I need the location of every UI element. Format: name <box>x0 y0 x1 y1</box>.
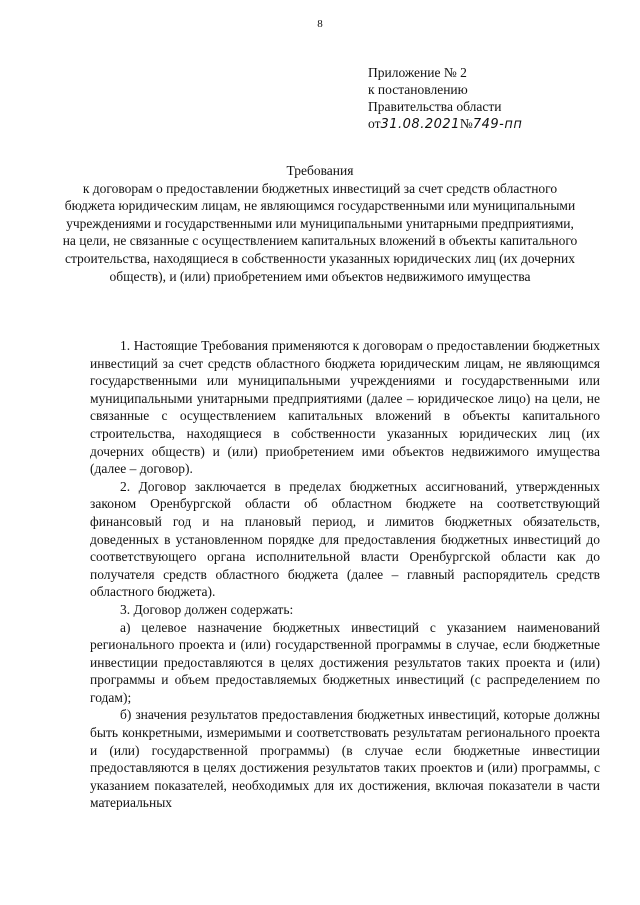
date-prefix: от <box>368 116 381 131</box>
number-sign: № <box>459 116 473 131</box>
appendix-block <box>368 64 522 133</box>
document-body <box>90 337 600 812</box>
paragraph-2: 2. Договор заключается в пределах бюджетных ассигнований, утвержденных законом Оренбургской области об областном бюджете на соответствующий финансовый год и на плановый период, и лимитов бюджетных обязательств, доведенных в установленном порядке для предоставления бюджетных инвестиций до соответствующего органа исполнительной власти Оренбургской области как до получателя средств областного бюджета (далее – главный распорядитель средств областного бюджета). <box>90 478 600 600</box>
page-number: 8 <box>317 18 323 30</box>
appendix-line-2: к постановлению <box>368 82 468 97</box>
handwritten-number: 749-пп <box>472 117 523 132</box>
paragraph-3: 3. Договор должен содержать: <box>120 601 294 617</box>
paragraph-3a: а) целевое назначение бюджетных инвестиций с указанием наименований регионального проекта и (или) государственной программы в случае, если бюджетные инвестиции предоставляются в целях достижения результатов таких проекта и (или) программы и объем предоставляемых бюджетных инвестиций (с распределением по годам); <box>90 619 600 705</box>
title-subtitle: к договорам о предоставлении бюджетных инвестиций за счет средств областного бюджета юридическим лицам, не являющимся государственными или муниципальными учреждениями и государственными или муниципальными унитарными предприятиями, на цели, не связанные с осуществлением капитальных вложений в объекты капитального строительства, находящиеся в собственности указанных юридических лиц (их дочерних обществ), и (или) приобретением ими объектов недвижимого имущества <box>62 180 578 284</box>
appendix-line-1: Приложение № 2 <box>368 65 467 80</box>
appendix-line-3: Правительства области <box>368 99 502 114</box>
document-title <box>60 162 580 285</box>
appendix-date-line <box>368 115 522 133</box>
handwritten-date: 31.08.2021 <box>380 117 460 132</box>
paragraph-1: 1. Настоящие Требования применяются к договорам о предоставлении бюджетных инвестиций за счет средств областного бюджета юридическим лицам, не являющимся государственными или муниципальными учреждениями и государственными или муниципальными унитарными предприятиями (далее – юридическое лицо) на цели, не связанные с осуществлением капитальных вложений в объекты капитального строительства, находящиеся в собственности указанных юридических лиц (их дочерних обществ) и (или) приобретением ими объектов недвижимого имущества (далее – договор). <box>90 338 600 477</box>
title-heading: Требования <box>286 163 354 178</box>
paragraph-3b: б) значения результатов предоставления бюджетных инвестиций, которые должны быть конкретными, измеримыми и соответствовать результатам регионального проекта и (или) государственной программы) (в случае если бюджетные инвестиции предоставляются в целях достижения результатов таких проектов и (или) программы, с указанием показателей, необходимых для их достижения, включая показатели в части материальных <box>90 707 600 811</box>
